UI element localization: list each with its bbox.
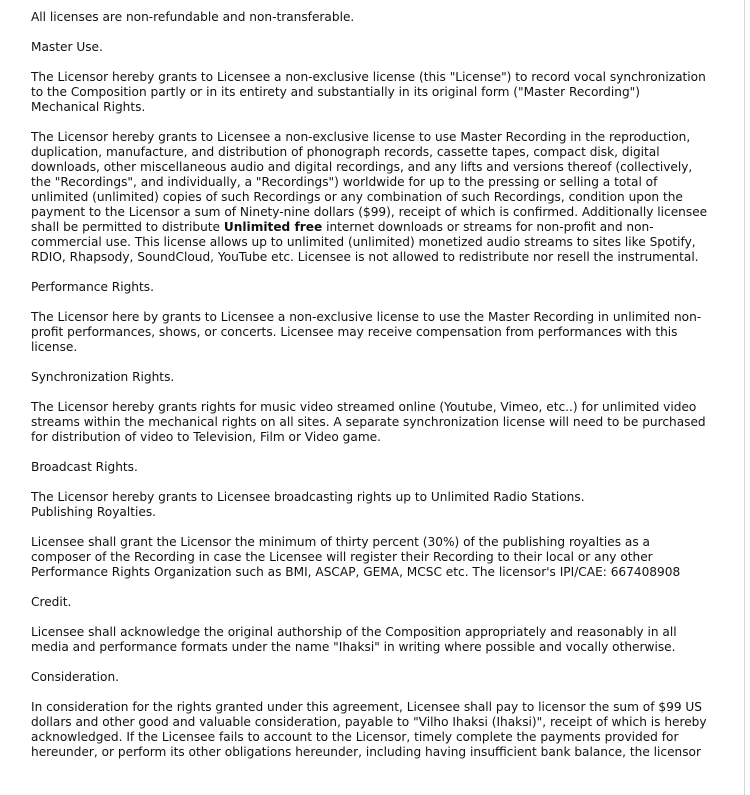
performance-rights-heading: Performance Rights. xyxy=(31,280,154,294)
master-use-heading: Master Use. xyxy=(31,40,103,54)
mechanical-rights-text-1: The Licensor hereby grants to Licensee a non-exclusive license to use Master Recording in the reproduction, duplication, manufacture, and distribution of phonograph records, cassette tapes, compact disk, digital downloads, other miscellaneous audio and digital recordings, and any lifts and versions thereof (collectively, the "Recordings", and individually, a "Recordings") worldwide for up to the pressing or selling a total of unlimited (unlimited) copies of such Recordings or any combination of such Recordings, condition upon the payment to the Licensor a sum of Ninety-nine dollars ($99), receipt of which is confirmed. Additionally licensee shall be permitted to distribute xyxy=(31,130,708,234)
intro-text: All licenses are non-refundable and non-transferable. xyxy=(31,10,355,24)
page-edge-divider xyxy=(744,0,745,795)
broadcast-rights-heading: Broadcast Rights. xyxy=(31,460,138,474)
mechanical-rights-text-2: internet downloads or streams for non-profit and non- commercial use. This license allows up to unlimited (unlimited) monetized audio streams to sites like Spotify, RDIO, Rhapsody, SoundCloud, YouTube etc. Licensee is not allowed to redistribute nor resell the instrumental. xyxy=(31,220,699,264)
publishing-royalties-heading: Publishing Royalties. xyxy=(31,505,157,519)
master-use-body: The Licensor hereby grants to Licensee a non-exclusive license (this "License") to record vocal synchronization to the Composition partly or in its entirety and substantially in its original form ("Master Recording") Mechanical Rights. xyxy=(31,70,706,114)
license-document xyxy=(31,10,721,775)
synchronization-rights-heading: Synchronization Rights. xyxy=(31,370,175,384)
synchronization-rights-body: The Licensor hereby grants rights for music video streamed online (Youtube, Vimeo, etc..) for unlimited video streams within the mechanical rights on all sites. A separate synchronization license will need to be purchased for distribution of video to Television, Film or Video game. xyxy=(31,400,706,444)
credit-body: Licensee shall acknowledge the original authorship of the Composition appropriately and reasonably in all media and performance formats under the name "Ihaksi" in writing where possible and vocally otherwise. xyxy=(31,625,677,654)
performance-rights-body: The Licensor here by grants to Licensee a non-exclusive license to use the Master Recording in unlimited non- profit performances, shows, or concerts. Licensee may receive compensation from performances with this license. xyxy=(31,310,702,354)
publishing-royalties-body: Licensee shall grant the Licensor the minimum of thirty percent (30%) of the publishing royalties as a composer of the Recording in case the Licensee will register their Recording to their local or any other Performance Rights Organization such as BMI, ASCAP, GEMA, MCSC etc. The licensor's IPI/CAE: 667408908 xyxy=(31,535,681,579)
credit-heading: Credit. xyxy=(31,595,72,609)
mechanical-rights-body xyxy=(31,130,721,265)
consideration-heading: Consideration. xyxy=(31,670,120,684)
consideration-body: In consideration for the rights granted under this agreement, Licensee shall pay to licensor the sum of $99 US dollars and other good and valuable consideration, payable to "Vilho Ihaksi (Ihaksi)", receipt of which is hereby acknowledged. If the Licensee fails to account to the Licensor, timely complete the payments provided for hereunder, or perform its other obligations hereunder, including having insufficient bank balance, the licensor xyxy=(31,700,707,759)
broadcast-rights-body: The Licensor hereby grants to Licensee broadcasting rights up to Unlimited Radio Stations. xyxy=(31,490,585,504)
unlimited-free-emphasis: Unlimited free xyxy=(223,220,323,234)
